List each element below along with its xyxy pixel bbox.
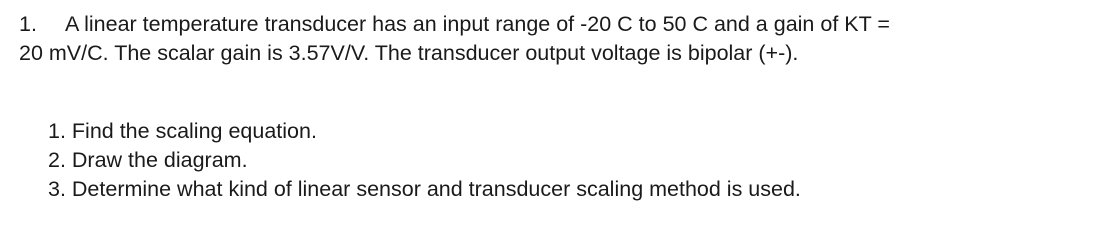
problem-line-1 bbox=[19, 10, 1089, 39]
task-list bbox=[48, 117, 801, 204]
task-item-scaling-equation: 1. Find the scaling equation. bbox=[48, 119, 317, 143]
problem-statement bbox=[19, 10, 1089, 68]
problem-text-line-1: A linear temperature transducer has an input range of -20 C to 50 C and a gain of KT = bbox=[65, 12, 890, 36]
task-item-sensor-type: 3. Determine what kind of linear sensor and transducer scaling method is used. bbox=[48, 177, 801, 201]
task-item-draw-diagram: 2. Draw the diagram. bbox=[48, 148, 248, 172]
problem-number: 1. bbox=[19, 12, 37, 36]
problem-text-line-2: 20 mV/C. The scalar gain is 3.57V/V. The transducer output voltage is bipolar (+-). bbox=[19, 41, 799, 65]
